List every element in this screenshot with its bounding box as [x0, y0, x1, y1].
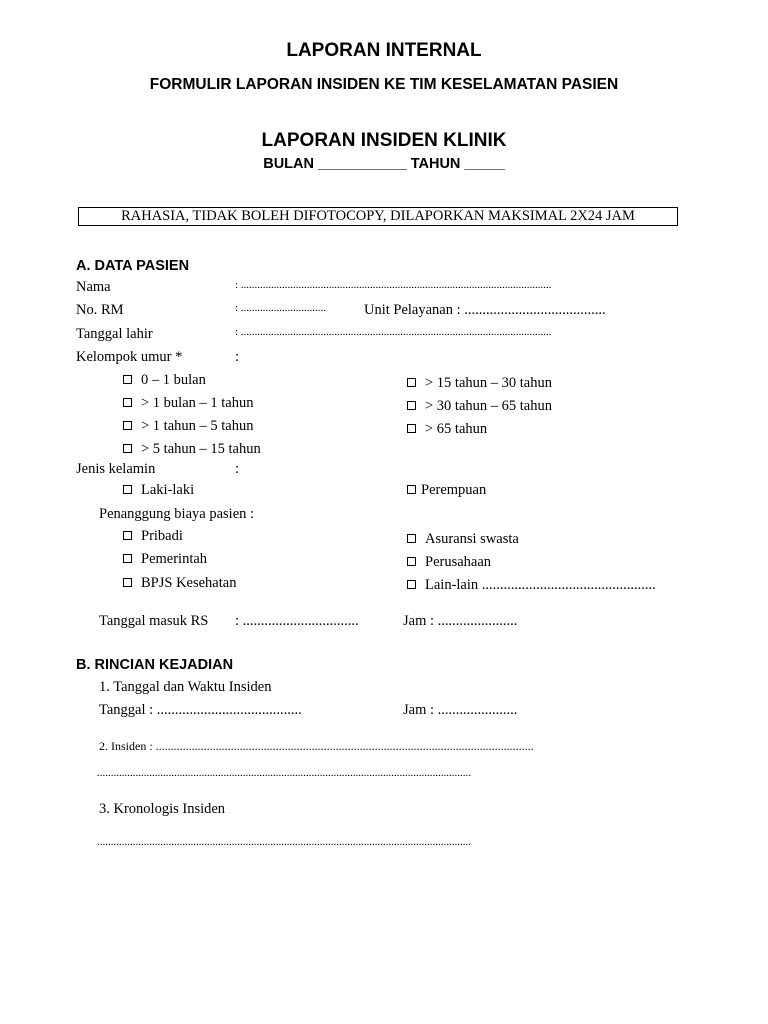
nama-label: Nama: [76, 279, 111, 295]
checkbox-icon[interactable]: [407, 534, 416, 543]
document-title: LAPORAN INTERNAL: [286, 40, 482, 61]
checkbox-icon[interactable]: [123, 485, 132, 494]
tanggal-lahir-label: Tanggal lahir: [76, 326, 153, 342]
umur-option[interactable]: > 65 tahun: [407, 421, 487, 438]
checkbox-icon[interactable]: [407, 378, 416, 387]
document-subtitle: FORMULIR LAPORAN INSIDEN KE TIM KESELAMATAN PASIEN: [149, 76, 619, 93]
jenis-kelamin-colon: :: [235, 461, 240, 477]
penanggung-biaya-label: Penanggung biaya pasien :: [99, 506, 255, 522]
gender-option[interactable]: Laki-laki: [123, 482, 194, 499]
form-title: LAPORAN INSIDEN KLINIK: [261, 130, 507, 151]
checkbox-icon[interactable]: [407, 401, 416, 410]
jenis-kelamin-label: Jenis kelamin: [76, 461, 156, 477]
gender-option[interactable]: Perempuan: [407, 482, 486, 499]
checkbox-icon[interactable]: [407, 580, 416, 589]
tanggal-masuk-label: Tanggal masuk RS: [99, 613, 209, 629]
umur-option[interactable]: > 1 tahun – 5 tahun: [123, 418, 253, 435]
biaya-option[interactable]: Pemerintah: [123, 551, 207, 568]
checkbox-icon[interactable]: [123, 421, 132, 430]
jam-insiden-field[interactable]: Jam : ......................: [403, 702, 518, 718]
checkbox-icon[interactable]: [123, 554, 132, 563]
biaya-option[interactable]: Lain-lain ................................................: [407, 577, 656, 594]
kronologis-insiden-line[interactable]: ........................................................................................................................................: [97, 836, 471, 848]
unit-pelayanan-field[interactable]: Unit Pelayanan : .......................................: [364, 302, 606, 318]
tanggal-lahir-field[interactable]: : .................................................................................................................: [235, 326, 552, 338]
rm-field[interactable]: : ...............................: [235, 302, 327, 314]
checkbox-icon[interactable]: [123, 398, 132, 407]
checkbox-icon[interactable]: [407, 485, 416, 494]
period-field[interactable]: BULAN ___________ TAHUN _____: [263, 156, 505, 172]
checkbox-icon[interactable]: [123, 578, 132, 587]
tanggal-waktu-insiden-label: 1. Tanggal dan Waktu Insiden: [99, 679, 272, 695]
section-b-heading: B. RINCIAN KEJADIAN: [76, 657, 234, 673]
kelompok-umur-colon: :: [235, 349, 240, 365]
checkbox-icon[interactable]: [407, 557, 416, 566]
checkbox-icon[interactable]: [123, 531, 132, 540]
jam-masuk-field[interactable]: Jam : ......................: [403, 613, 518, 629]
nama-field[interactable]: : .................................................................................................................: [235, 279, 552, 291]
tanggal-masuk-field[interactable]: : ................................: [235, 613, 359, 629]
checkbox-icon[interactable]: [407, 424, 416, 433]
biaya-option[interactable]: Pribadi: [123, 528, 183, 545]
umur-option[interactable]: 0 – 1 bulan: [123, 372, 206, 389]
section-a-heading: A. DATA PASIEN: [76, 258, 190, 274]
confidential-notice: RAHASIA, TIDAK BOLEH DIFOTOCOPY, DILAPORKAN MAKSIMAL 2X24 JAM: [78, 207, 678, 226]
umur-option[interactable]: > 30 tahun – 65 tahun: [407, 398, 552, 415]
tanggal-insiden-field[interactable]: Tanggal : ........................................: [99, 702, 302, 718]
checkbox-icon[interactable]: [123, 375, 132, 384]
biaya-option[interactable]: BPJS Kesehatan: [123, 575, 236, 592]
rm-label: No. RM: [76, 302, 124, 318]
insiden-continuation-line[interactable]: ........................................................................................................................................: [97, 767, 471, 779]
umur-option[interactable]: > 15 tahun – 30 tahun: [407, 375, 552, 392]
umur-option[interactable]: > 1 bulan – 1 tahun: [123, 395, 253, 412]
kelompok-umur-label: Kelompok umur *: [76, 349, 183, 365]
biaya-option[interactable]: Asuransi swasta: [407, 531, 519, 548]
biaya-option[interactable]: Perusahaan: [407, 554, 491, 571]
insiden-field[interactable]: 2. Insiden : ..............................................................................................................................: [99, 739, 534, 753]
checkbox-icon[interactable]: [123, 444, 132, 453]
umur-option[interactable]: > 5 tahun – 15 tahun: [123, 441, 261, 458]
kronologis-insiden-label: 3. Kronologis Insiden: [99, 801, 226, 817]
